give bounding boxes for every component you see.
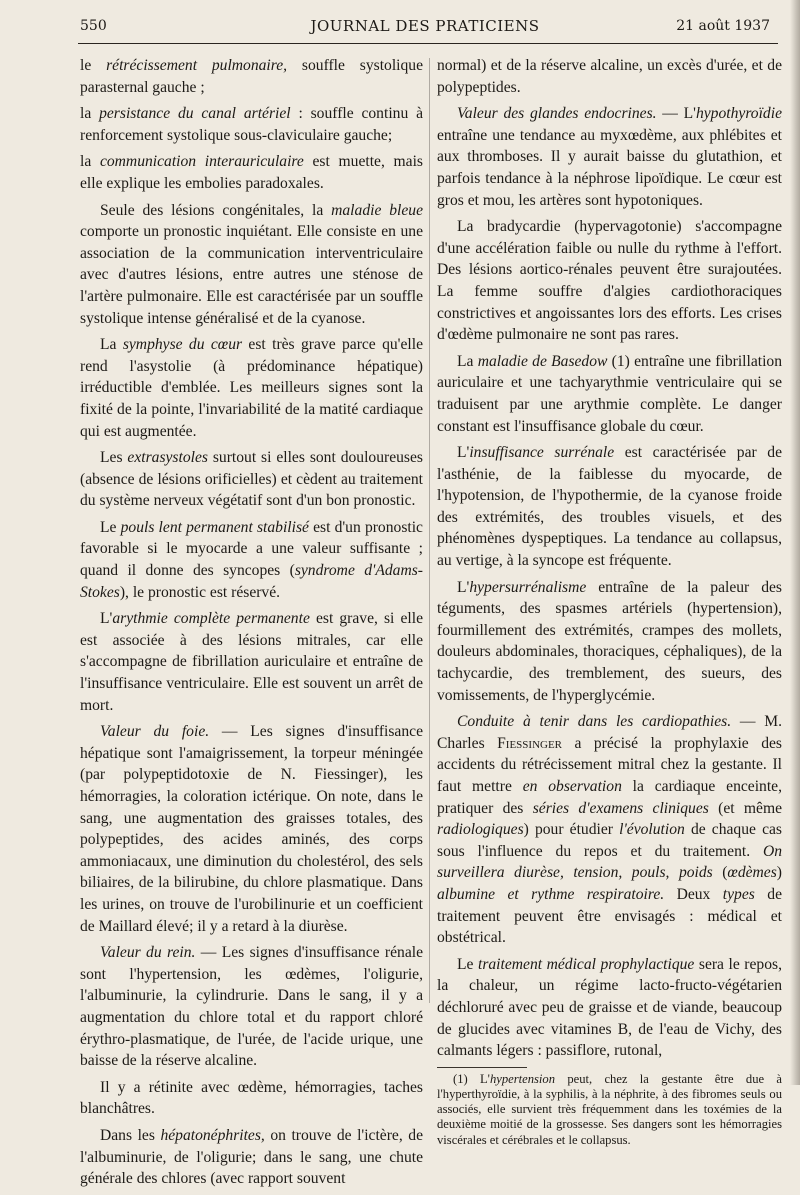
- issue-date: 21 août 1937: [676, 18, 770, 34]
- paragraph: Il y a rétinite avec œdème, hémorragies, taches blanchâtres.: [80, 1078, 423, 1118]
- section-liver: Valeur du foie. — Les signes d'insuffisance hépatique sont l'amaigrissement, la torpeur méningée (par polypeptidotoxie de N. Fiessinger), les hémorragies, la coloration ictérique. On note, dans le sang, une augmentation des graisses totales, des polypeptides, des acides aminés, des corps ammoniacaux, une diminution du cholestérol, des sels biliaires, de la bilirubine, du chlore plasmatique. Dans les urines, on trouve de l'urobilinurie et un coefficient de Maillard élevé; il y a retard à la diurèse.: [80, 723, 423, 935]
- paragraph: Le traitement médical prophylactique sera le repos, la chaleur, un régime lacto-fructo-végétarien déchloruré avec peu de graisse et de viande, beaucoup de glucides avec vitamines B, de l'eau de Vichy, des calmants légers : passiflore, rutonal,: [437, 955, 782, 1060]
- paragraph: La maladie de Basedow (1) entraîne une fibrillation auriculaire et une tachyarythmie ventriculaire qui se traduisent par une arythmie complète. Le danger constant est l'insuffisance globale du cœur.: [437, 352, 782, 435]
- paragraph: La symphyse du cœur est très grave parce qu'elle rend l'asystolie (à prédominance hépatique) irréductible d'emblée. Les meilleurs signes sont la fixité de la pointe, l'invariabilité de la matité cardiaque qui est augmentée.: [80, 336, 423, 440]
- page-header: [80, 14, 770, 42]
- section-cardiopathies: Conduite à tenir dans les cardiopathies. — M. Charles Fiessinger a précisé la prophylaxie des accidents du rétrécissement mitral chez la gestante. Il faut mettre en observation la cardiaque enceinte, pratiquer des séries d'examens cliniques (et même radiologiques) pour étudier l'évolution de chaque cas sous l'influence du repos et du traitement. On surveillera diurèse, tension, pouls, poids (œdèmes) albumine et rythme respiratoire. Deux types de traitement peuvent être envisagés : médical et obstétrical.: [437, 713, 783, 947]
- section-kidney: Valeur du rein. — Les signes d'insuffisance rénale sont l'hypertension, les œdèmes, l'oligurie, l'albuminurie, la cylindrurie. Dans le sang, il y a augmentation du chlore total et du rapport chloré érythro-plasmatique, de l'urée, de l'acide urique, une baisse de la réserve alcaline.: [80, 944, 423, 1070]
- paragraph: la communication interauriculaire est muette, mais elle explique les embolies paradoxales.: [80, 153, 423, 192]
- paragraph: le rétrécissement pulmonaire, souffle systolique parasternal gauche ;: [80, 57, 423, 96]
- column-divider: [429, 58, 430, 1003]
- paragraph: normal) et de la réserve alcaline, un excès d'urée, et de polypeptides.: [437, 57, 782, 96]
- paragraph: Le pouls lent permanent stabilisé est d'un pronostic favorable si le myocarde a une valeur suffisante ; quand il donne des syncopes (syndrome d'Adams-Stokes), le pronostic est réservé.: [80, 518, 423, 601]
- page-number: 550: [80, 18, 107, 34]
- paragraph: L'insuffisance surrénale est caractérisée par de l'asthénie, de la faiblesse du myocarde, de l'hypotension, de l'hypothermie, de la cyanose froide des extrémités, des troubles visuels, et des phénomènes dyspeptiques. La tendance au collapsus, au vertige, à la syncope est fréquente.: [437, 444, 782, 570]
- footnote-rule: [437, 1067, 527, 1068]
- paragraph: Dans les hépatonéphrites, on trouve de l'ictère, de l'albuminurie, de l'oligurie; dans le sang, une chute générale des chlores (avec rapport souvent: [80, 1126, 423, 1188]
- left-column: [80, 55, 423, 1195]
- paragraph: la persistance du canal artériel : souffle continu à renforcement systolique sous-claviculaire gauche;: [80, 105, 423, 144]
- section-endocrine: Valeur des glandes endocrines. — L'hypothyroïdie entraîne une tendance au myxœdème, aux phlébites et aux thromboses. Il y aurait baisse du glutathion, et parfois tendance à la néphrose lipoïdique. Le cœur est gros et mou, les artères sont hypotoniques.: [437, 105, 782, 209]
- paragraph: L'arythmie complète permanente est grave, si elle est associée à des lésions mitrales, car elle s'accompagne de fibrillation auriculaire et entraîne de l'insuffisance ventriculaire. Elle est souvent un arrêt de mort.: [80, 610, 423, 714]
- paragraph: Les extrasystoles surtout si elles sont douloureuses (absence de lésions orificielles) et cèdent au traitement du système nerveux végétatif sont d'un bon pronostic.: [80, 449, 423, 510]
- paragraph: L'hypersurrénalisme entraîne de la paleur des téguments, des spasmes artériels (hypertension), fourmillement des extrémités, crampes des mollets, douleurs abdominales, thoraciques, céphaliques), de la tachycardie, des tremblement, des sueurs, des vomissements, de l'hyperglycémie.: [437, 578, 782, 704]
- header-rule: [78, 43, 778, 44]
- page-edge-shadow: [790, 0, 800, 1085]
- footnote: (1) L'hypertension peut, chez la gestante être due à l'hyperthyroïdie, à la syphilis, à la néphrite, à des fibromes seuls ou associés, elle survient très fréquemment dans les toxémies de la deuxième moitié de la grossesse. Ses dangers sont les hémorragies viscérales et cérébrales et le collapsus.: [437, 1071, 782, 1147]
- paragraph: Seule des lésions congénitales, la maladie bleue comporte un pronostic inquiétant. Elle consiste en une association de la communication interventriculaire avec d'autres lésions, entre autres une sténose de l'artère pulmonaire. Elle est caractérisée par un souffle systolique intense généralisé et de la cyanose.: [80, 201, 423, 327]
- journal-title: JOURNAL DES PRATICIENS: [310, 17, 540, 35]
- right-column: [437, 55, 782, 1148]
- paragraph: La bradycardie (hypervagotonie) s'accompagne d'une accélération faible ou nulle du rythme à l'effort. Des lésions aortico-rénales peuvent être surajoutées. La femme souffre d'algies cardiothoraciques constrictives et angoissantes lors des efforts. Les crises d'œdème pulmonaire ne sont pas rares.: [437, 218, 782, 344]
